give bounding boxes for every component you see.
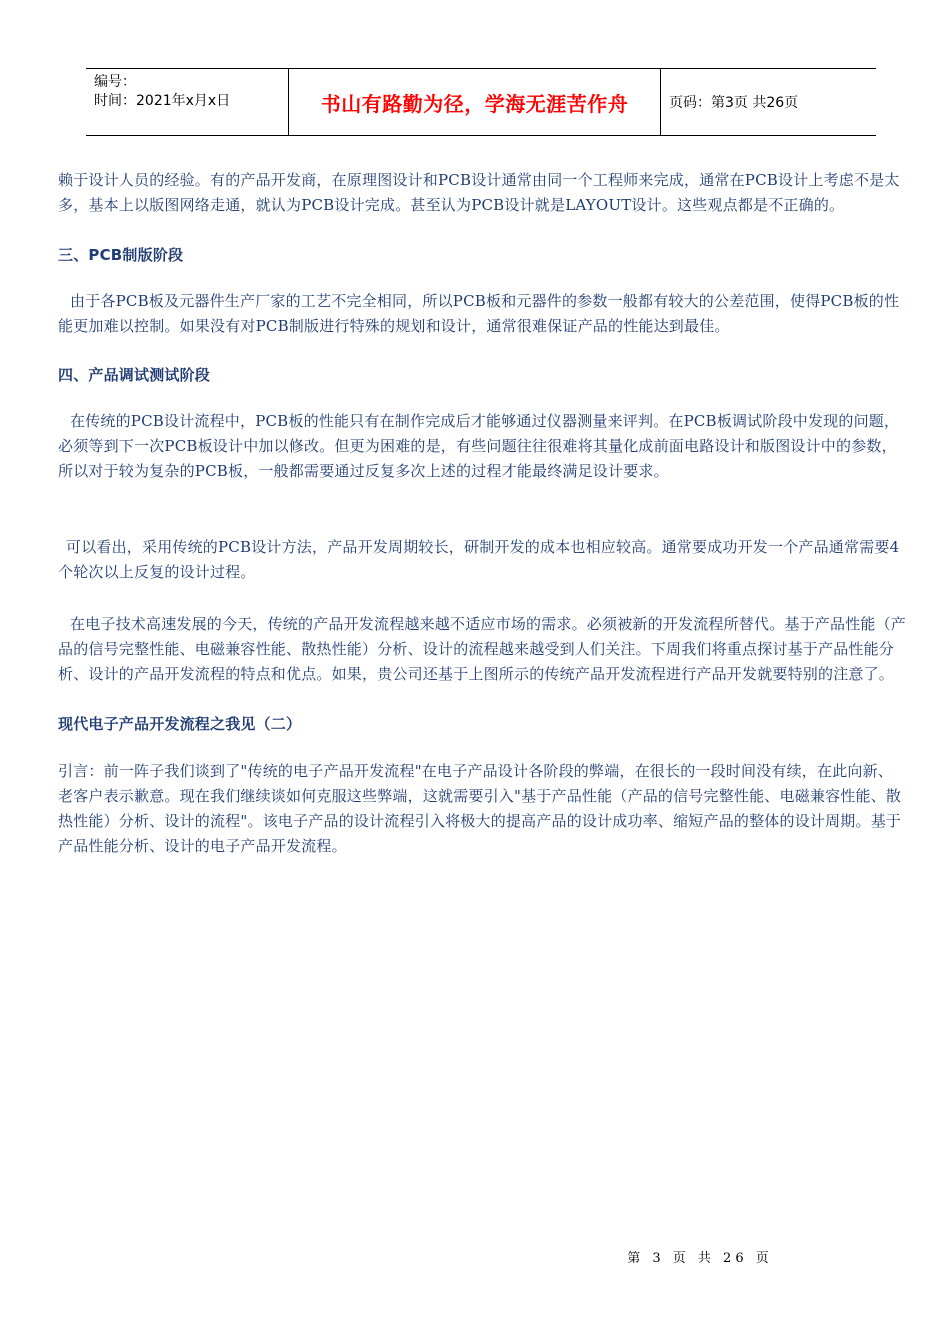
heading-section-two: 现代电子产品开发流程之我见（二） — [58, 715, 302, 733]
heading-pcb-stage: 三、PCB制版阶段 — [58, 246, 184, 264]
paragraph-debug-stage: 在传统的PCB设计流程中，PCB板的性能只有在制作完成后才能够通过仪器测量来评判。在PCB板调试阶段中发现的问题，必须等到下一次PCB板设计中加以修改。但更为困难的是，有些问题往往很难将其量化成前面电路设计和版图设计中的参数，所以对于较为复杂的PCB板，一般都需要通过反复多次上述的过程才能最终满足设计要求。 — [58, 412, 900, 480]
page-label: 页码：第3页 共26页 — [669, 95, 799, 111]
document-body — [58, 168, 906, 859]
paragraph-modern: 在电子技术高速发展的今天，传统的产品开发流程越来越不适应市场的需求。必须被新的开发流程所替代。基于产品性能（产品的信号完整性能、电磁兼容性能、散热性能）分析、设计的流程越来越受到人们关注。下周我们将重点探讨基于产品性能分析、设计的产品开发流程的特点和优点。如果，贵公司还基于上图所示的传统产品开发流程进行产品开发就要特别的注意了。 — [58, 615, 907, 683]
header-meta — [86, 69, 288, 135]
header-page-cell — [661, 69, 876, 135]
header-motto-cell — [288, 69, 661, 135]
paragraph-pcb-stage: 由于各PCB板及元器件生产厂家的工艺不完全相同，所以PCB板和元器件的参数一般都有较大的公差范围，使得PCB板的性能更加难以控制。如果没有对PCB制版进行特殊的规划和设计，通常很难保证产品的性能达到最佳。 — [58, 292, 900, 335]
paragraph-conclusion: 可以看出，采用传统的PCB设计方法，产品开发周期较长，研制开发的成本也相应较高。通常要成功开发一个产品通常需要4个轮次以上反复的设计过程。 — [58, 538, 900, 581]
motto-text: 书山有路勤为径，学海无涯苦作舟 — [320, 91, 629, 116]
paragraph-introduction: 引言：前一阵子我们谈到了"传统的电子产品开发流程"在电子产品设计各阶段的弊端，在很长的一段时间没有续，在此向新、老客户表示歉意。现在我们继续谈如何克服这些弊端，这就需要引入"基于产品性能（产品的信号完整性能、电磁兼容性能、散热性能）分析、设计的流程"。该电子产品的设计流程引入将极大的提高产品的设计成功率、缩短产品的整体的设计周期。基于产品性能分析、设计的电子产品开发流程。 — [58, 762, 902, 855]
page-header — [86, 68, 876, 136]
number-label: 编号： — [94, 74, 136, 90]
heading-debug-stage: 四、产品调试测试阶段 — [58, 366, 211, 384]
date-label: 时间：2021年x月x日 — [94, 93, 231, 109]
footer-page-number: 第 3 页 共 26 页 — [627, 1251, 773, 1266]
paragraph-intro: 赖于设计人员的经验。有的产品开发商，在原理图设计和PCB设计通常由同一个工程师来完成，通常在PCB设计上考虑不是太多，基本上以版图网络走通，就认为PCB设计完成。甚至认为PCB设计就是LAYOUT设计。这些观点都是不正确的。 — [58, 171, 900, 214]
page-footer — [0, 1247, 950, 1266]
